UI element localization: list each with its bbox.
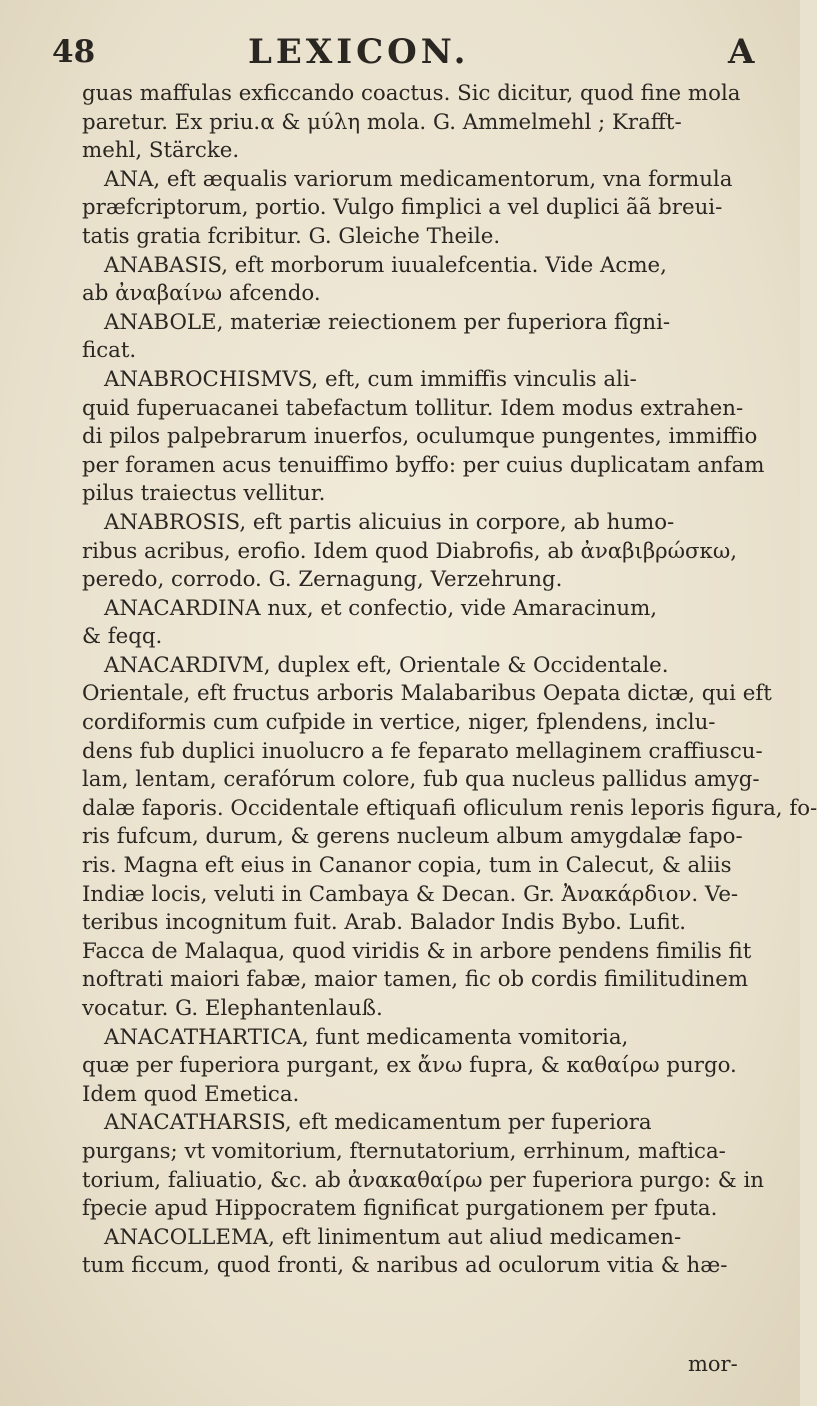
- entry-anacollema: ANACOLLEMA, eft linimentum aut aliud medicamen-: [104, 1224, 682, 1250]
- entry-ana: ANA, eft æqualis variorum medicamentorum, vna formula: [104, 166, 733, 192]
- text-line: Orientale, eft fructus arboris Malabaribus Oepata dictæ, qui eft: [82, 681, 772, 707]
- text-line: ribus acribus, erofio. Idem quod Diabrofis, ab ἀναβιβρώσκω,: [82, 538, 738, 564]
- text-line: vocatur. G. Elephantenlauß.: [82, 996, 383, 1021]
- text-line: quid fuperuacanei tabefactum tollitur. Idem modus extrahen-: [82, 395, 744, 421]
- text-line: Facca de Malaqua, quod viridis & in arbore pendens fimilis fit: [82, 938, 752, 964]
- text-line: guas maffulas exficcando coactus. Sic dicitur, quod fine mola: [82, 81, 741, 106]
- entry-anacathartica: ANACATHARTICA, funt medicamenta vomitoria,: [104, 1024, 629, 1050]
- text-line: & feqq.: [82, 624, 163, 650]
- text-line: ab ἀναβαίνω afcendo.: [82, 281, 321, 307]
- entry-anacardium: ANACARDIVM, duplex eft, Orientale & Occidentale.: [104, 652, 669, 678]
- text-line: præfcriptorum, portio. Vulgo fimplici a vel duplici ãã breui-: [82, 195, 723, 221]
- text-line: Indiæ locis, veluti in Cambaya & Decan. Gr. Ἀνακάρδιον. Ve-: [82, 881, 739, 907]
- page-header: [0, 28, 800, 78]
- section-letter: A: [728, 32, 755, 72]
- catchword: mor-: [688, 1352, 738, 1376]
- text-line: tum ficcum, quod fronti, & naribus ad oculorum vitia & hæ-: [82, 1253, 728, 1279]
- text-line: di pilos palpebrarum inuerfos, oculumque pungentes, immiffio: [82, 424, 758, 450]
- text-line: torium, faliuatio, &c. ab ἀνακαθαίρω per fuperiora purgo: & in: [82, 1167, 764, 1193]
- text-line: paretur. Ex priu.α & μύλη mola. G. Ammelmehl ; Krafft-: [82, 109, 682, 135]
- entry-anabrochismus: ANABROCHISMVS, eft, cum immiffis vinculis ali-: [104, 366, 637, 392]
- entry-anabrosis: ANABROSIS, eft partis alicuius in corpore, ab humo-: [104, 509, 675, 535]
- text-line: dalæ faporis. Occidentale eftiquafi ofliculum renis leporis figura, fo-: [82, 795, 817, 821]
- text-line: fpecie apud Hippocratem fignificat purgationem per fputa.: [82, 1196, 718, 1222]
- text-line: teribus incognitum fuit. Arab. Balador Indis Bybo. Lufit.: [82, 910, 687, 936]
- text-line: purgans; vt vomitorium, fternutatorium, errhinum, mafticа-: [82, 1138, 726, 1164]
- entry-anacatharsis: ANACATHARSIS, eft medicamentum per fuperiora: [104, 1110, 652, 1136]
- running-title: LEXICON.: [248, 32, 470, 72]
- text-line: per foramen acus tenuiffimo byffo: per cuius duplicatam anfam: [82, 452, 765, 478]
- text-line: pilus traiectus vellitur.: [82, 481, 326, 507]
- entry-anabole: ANABOLE, materiæ reiectionem per fuperiora fîgni-: [104, 309, 671, 335]
- text-line: cordiformis cum cufpide in vertice, niger, fplendens, inclu-: [82, 710, 716, 736]
- text-line: quæ per fuperiora purgant, ex ἄνω fupra, & καθαίρω purgo.: [82, 1053, 737, 1079]
- page-number: 48: [52, 34, 96, 70]
- text-line: peredo, corrodo. G. Zernagung, Verzehrung.: [82, 567, 563, 593]
- entry-anabasis: ANABASIS, eft morborum iuualefcentia. Vide Acme,: [104, 252, 667, 278]
- text-line: ficat.: [82, 338, 137, 364]
- dictionary-text: [82, 80, 817, 1281]
- entry-anacardina: ANACARDINA nux, et confectio, vide Amaracinum,: [104, 595, 658, 621]
- text-line: mehl, Stärcke.: [82, 138, 240, 164]
- text-line: ris fufcum, durum, & gerens nucleum album amygdalæ fapo-: [82, 824, 743, 850]
- text-line: lam, lentam, cerafórum colore, fub qua nucleus pallidus amyg-: [82, 767, 760, 793]
- text-line: Idem quod Emetica.: [82, 1081, 300, 1107]
- text-line: tatis gratia fcribitur. G. Gleiche Theile.: [82, 223, 501, 249]
- text-line: ris. Magna eft eius in Cananor copia, tum in Calecut, & aliis: [82, 853, 732, 879]
- text-line: dens fub duplici inuolucro a fe feparato mellaginem craffiuscu-: [82, 738, 763, 764]
- text-line: noftrati maiori fabæ, maior tamen, fic ob cordis fimilitudinem: [82, 967, 749, 993]
